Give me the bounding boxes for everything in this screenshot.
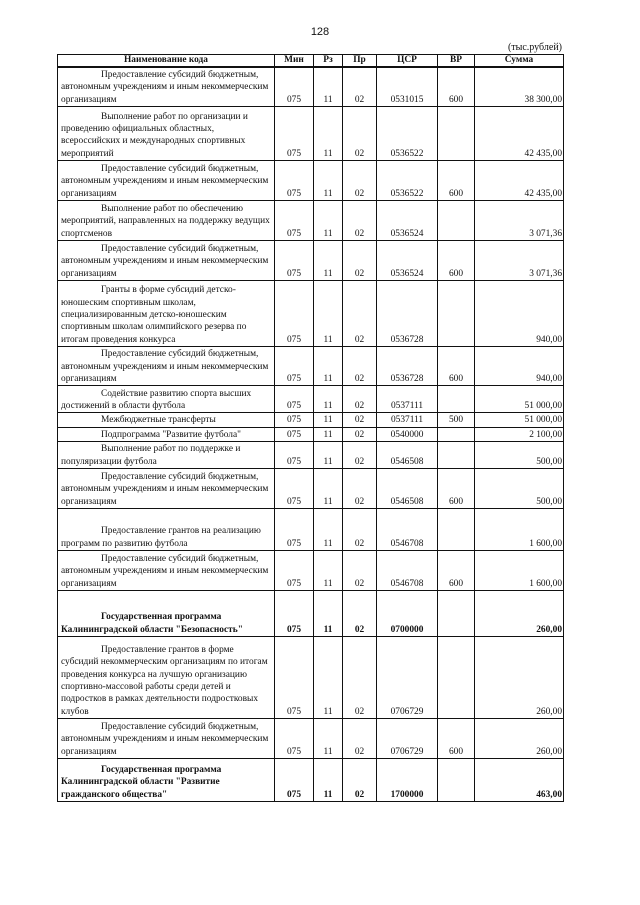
cell-rz: 11 <box>314 386 343 413</box>
table-row <box>58 442 564 469</box>
cell-min: 075 <box>275 281 314 347</box>
cell-pr: 02 <box>343 201 377 241</box>
cell-vr: 600 <box>438 67 475 107</box>
table-row <box>58 201 564 241</box>
cell-min: 075 <box>275 241 314 281</box>
cell-min: 075 <box>275 442 314 469</box>
cell-pr: 02 <box>343 347 377 386</box>
cell-name-text: Государственная программа Калининградской области "Развитие гражданского общества" <box>61 765 222 800</box>
cell-vr <box>438 637 475 719</box>
table-body <box>58 67 564 802</box>
cell-name-text: Предоставление грантов в форме субсидий некоммерческим организациям по итогам проведения конкурса на лучшую организацию спортивно-массовой работы среди детей и подростков в рамках деятельности подростковых клубов <box>61 644 268 717</box>
cell-csr: 0536524 <box>377 241 438 281</box>
cell-vr: 600 <box>438 347 475 386</box>
cell-name <box>58 107 275 161</box>
table-row <box>58 386 564 413</box>
header-pr: Пр <box>343 55 377 68</box>
header-vr: ВР <box>438 55 475 68</box>
cell-min: 075 <box>275 637 314 719</box>
table-row <box>58 347 564 386</box>
cell-pr: 02 <box>343 719 377 759</box>
cell-csr: 0536524 <box>377 201 438 241</box>
cell-name <box>58 413 275 427</box>
cell-sum: 500,00 <box>475 469 564 509</box>
cell-sum: 260,00 <box>475 591 564 637</box>
table-row <box>58 719 564 759</box>
cell-csr: 0536522 <box>377 107 438 161</box>
cell-min: 075 <box>275 413 314 427</box>
cell-sum: 51 000,00 <box>475 386 564 413</box>
cell-sum: 3 071,36 <box>475 241 564 281</box>
cell-rz: 11 <box>314 241 343 281</box>
table-header-row <box>58 55 564 68</box>
cell-name-text: Гранты в форме субсидий детско-юношеским спортивным школам, специализированным детско-юношеским спортивным школам олимпийского резерва по итогам проведения конкурса <box>61 285 247 345</box>
cell-sum: 42 435,00 <box>475 161 564 201</box>
cell-sum: 1 600,00 <box>475 509 564 551</box>
table-row <box>58 161 564 201</box>
cell-sum: 51 000,00 <box>475 413 564 427</box>
cell-sum: 42 435,00 <box>475 107 564 161</box>
cell-name <box>58 347 275 386</box>
cell-sum: 500,00 <box>475 442 564 469</box>
cell-name <box>58 281 275 347</box>
cell-name <box>58 551 275 591</box>
cell-rz: 11 <box>314 637 343 719</box>
table-row <box>58 509 564 551</box>
cell-csr: 0546508 <box>377 469 438 509</box>
cell-name-text: Предоставление субсидий бюджетным, автономным учреждениям и иным некоммерческим организациям <box>61 349 269 385</box>
cell-name-text: Предоставление грантов на реализацию программ по развитию футбола <box>61 526 261 549</box>
cell-rz: 11 <box>314 442 343 469</box>
cell-pr: 02 <box>343 509 377 551</box>
cell-sum: 2 100,00 <box>475 427 564 441</box>
table-row <box>58 637 564 719</box>
cell-name-text: Межбюджетные трансферты <box>101 415 216 426</box>
cell-pr: 02 <box>343 241 377 281</box>
cell-name <box>58 442 275 469</box>
cell-pr: 02 <box>343 759 377 802</box>
cell-csr: 1700000 <box>377 759 438 802</box>
cell-min: 075 <box>275 427 314 441</box>
cell-rz: 11 <box>314 161 343 201</box>
cell-name <box>58 469 275 509</box>
table-row <box>58 107 564 161</box>
cell-min: 075 <box>275 201 314 241</box>
table-row <box>58 241 564 281</box>
header-rz: Рз <box>314 55 343 68</box>
cell-min: 075 <box>275 161 314 201</box>
cell-min: 075 <box>275 759 314 802</box>
cell-name <box>58 241 275 281</box>
table-row <box>58 281 564 347</box>
cell-csr: 0536728 <box>377 281 438 347</box>
cell-rz: 11 <box>314 469 343 509</box>
table-row <box>58 469 564 509</box>
cell-name-text: Выполнение работ по обеспечению мероприятий, направленных на поддержку ведущих спортсменов <box>61 204 270 239</box>
cell-sum: 940,00 <box>475 347 564 386</box>
cell-name-text: Государственная программа Калининградской области "Безопасность" <box>61 612 243 635</box>
cell-name <box>58 386 275 413</box>
cell-name-text: Предоставление субсидий бюджетным, автономным учреждениям и иным некоммерческим организациям <box>61 244 269 279</box>
cell-min: 075 <box>275 469 314 509</box>
cell-csr: 0546708 <box>377 509 438 551</box>
cell-name-text: Подпрограмма "Развитие футбола" <box>101 429 241 440</box>
cell-name-text: Предоставление субсидий бюджетным, автономным учреждениям и иным некоммерческим организациям <box>61 472 269 507</box>
cell-vr <box>438 386 475 413</box>
cell-name-text: Предоставление субсидий бюджетным, автономным учреждениям и иным некоммерческим организациям <box>61 554 269 589</box>
cell-rz: 11 <box>314 591 343 637</box>
cell-min: 075 <box>275 551 314 591</box>
cell-name <box>58 759 275 802</box>
cell-sum: 940,00 <box>475 281 564 347</box>
cell-csr: 0706729 <box>377 719 438 759</box>
cell-rz: 11 <box>314 427 343 441</box>
cell-vr <box>438 427 475 441</box>
cell-pr: 02 <box>343 637 377 719</box>
cell-vr <box>438 759 475 802</box>
cell-sum: 463,00 <box>475 759 564 802</box>
cell-min: 075 <box>275 386 314 413</box>
cell-min: 075 <box>275 67 314 107</box>
table-row <box>58 551 564 591</box>
cell-vr: 500 <box>438 413 475 427</box>
cell-rz: 11 <box>314 719 343 759</box>
cell-pr: 02 <box>343 442 377 469</box>
cell-pr: 02 <box>343 386 377 413</box>
cell-min: 075 <box>275 347 314 386</box>
cell-pr: 02 <box>343 281 377 347</box>
cell-name <box>58 427 275 441</box>
cell-csr: 0531015 <box>377 67 438 107</box>
cell-csr: 0546708 <box>377 551 438 591</box>
header-min: Мин <box>275 55 314 68</box>
cell-rz: 11 <box>314 759 343 802</box>
cell-vr <box>438 591 475 637</box>
cell-pr: 02 <box>343 427 377 441</box>
cell-name <box>58 591 275 637</box>
cell-name-text: Предоставление субсидий бюджетным, автономным учреждениям и иным некоммерческим организациям <box>61 722 269 757</box>
cell-sum: 1 600,00 <box>475 551 564 591</box>
cell-vr: 600 <box>438 241 475 281</box>
cell-vr <box>438 509 475 551</box>
cell-vr: 600 <box>438 551 475 591</box>
cell-pr: 02 <box>343 67 377 107</box>
cell-sum: 260,00 <box>475 637 564 719</box>
cell-vr <box>438 201 475 241</box>
cell-name <box>58 509 275 551</box>
page-number: 128 <box>310 26 330 38</box>
cell-csr: 0540000 <box>377 427 438 441</box>
cell-csr: 0706729 <box>377 637 438 719</box>
cell-csr: 0700000 <box>377 591 438 637</box>
cell-name-text: Выполнение работ по поддержке и популяризации футбола <box>61 444 241 467</box>
cell-vr: 600 <box>438 161 475 201</box>
cell-name <box>58 719 275 759</box>
cell-rz: 11 <box>314 509 343 551</box>
cell-pr: 02 <box>343 413 377 427</box>
cell-rz: 11 <box>314 347 343 386</box>
cell-csr: 0537111 <box>377 386 438 413</box>
header-name: Наименование кода <box>58 55 275 68</box>
cell-vr <box>438 442 475 469</box>
cell-pr: 02 <box>343 161 377 201</box>
table-row <box>58 591 564 637</box>
table-row <box>58 427 564 441</box>
cell-vr: 600 <box>438 469 475 509</box>
cell-min: 075 <box>275 107 314 161</box>
cell-min: 075 <box>275 591 314 637</box>
cell-rz: 11 <box>314 281 343 347</box>
cell-name <box>58 637 275 719</box>
cell-pr: 02 <box>343 591 377 637</box>
cell-rz: 11 <box>314 413 343 427</box>
cell-min: 075 <box>275 719 314 759</box>
cell-pr: 02 <box>343 469 377 509</box>
table-row <box>58 67 564 107</box>
header-csr: ЦСР <box>377 55 438 68</box>
cell-sum: 3 071,36 <box>475 201 564 241</box>
cell-sum: 260,00 <box>475 719 564 759</box>
cell-vr <box>438 281 475 347</box>
cell-name-text: Предоставление субсидий бюджетным, автономным учреждениям и иным некоммерческим организациям <box>61 70 269 105</box>
budget-table <box>57 54 564 802</box>
cell-rz: 11 <box>314 551 343 591</box>
cell-csr: 0536728 <box>377 347 438 386</box>
cell-vr: 600 <box>438 719 475 759</box>
header-sum: Сумма <box>475 55 564 68</box>
cell-name-text: Предоставление субсидий бюджетным, автономным учреждениям и иным некоммерческим организациям <box>61 164 269 199</box>
cell-name <box>58 67 275 107</box>
cell-min: 075 <box>275 509 314 551</box>
cell-csr: 0537111 <box>377 413 438 427</box>
cell-name-text: Выполнение работ по организации и проведению официальных областных, всероссийских и международных спортивных мероприятий <box>61 111 248 159</box>
cell-rz: 11 <box>314 201 343 241</box>
cell-name-text: Содействие развитию спорта высших достижений в области футбола <box>61 388 252 412</box>
cell-name <box>58 161 275 201</box>
units-label: (тыс.рублей) <box>507 42 562 53</box>
table-row <box>58 759 564 802</box>
cell-csr: 0536522 <box>377 161 438 201</box>
cell-pr: 02 <box>343 107 377 161</box>
cell-pr: 02 <box>343 551 377 591</box>
cell-rz: 11 <box>314 107 343 161</box>
table-row <box>58 413 564 427</box>
cell-sum: 38 300,00 <box>475 67 564 107</box>
cell-name <box>58 201 275 241</box>
cell-vr <box>438 107 475 161</box>
cell-rz: 11 <box>314 67 343 107</box>
cell-csr: 0546508 <box>377 442 438 469</box>
